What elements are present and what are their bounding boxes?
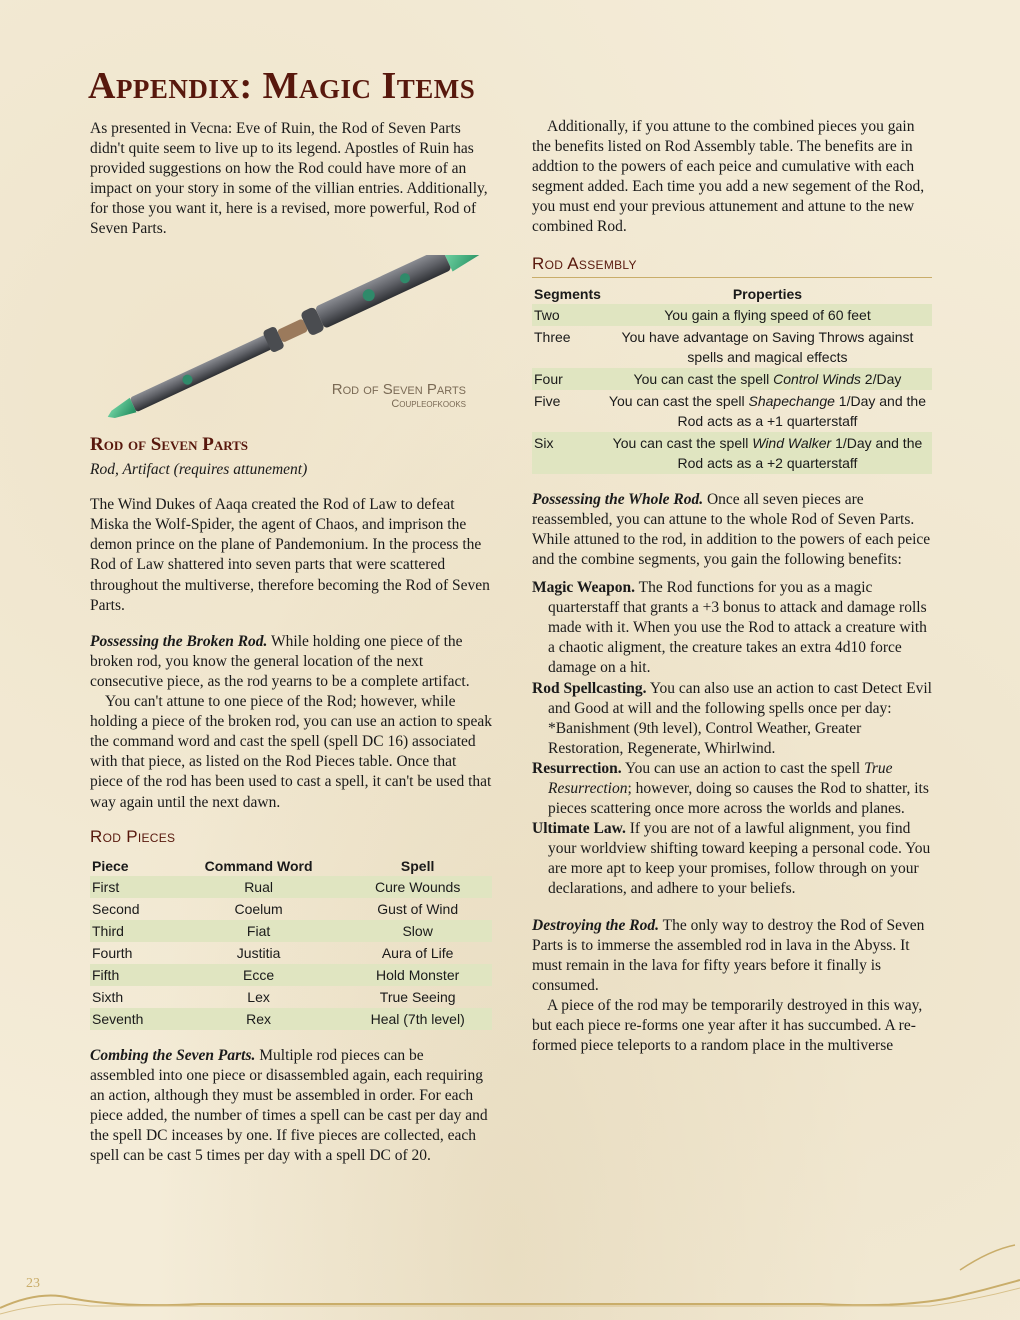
rod-assembly-table [532, 284, 932, 474]
cell-spell: Cure Wounds [374, 878, 461, 895]
item-name: Rod of Seven Parts [90, 434, 249, 455]
cell-piece: Second [92, 900, 140, 917]
table-row [90, 876, 492, 898]
table-row [532, 390, 932, 432]
destroying-paragraph-2: A piece of the rod may be temporarily destroyed in this way, but each piece re-forms one year after it has succumbed. A re-formed piece teleports to a random place in the multiverse [532, 996, 923, 1055]
rod-assembly-heading: Rod Assembly [532, 254, 932, 278]
cell-spell: Hold Monster [376, 966, 460, 983]
broken-rod-paragraph-2: You can't attune to one piece of the Rod; however, while holding a piece of the broken rod, you can use an action to speak the command word and cast the spell (spell DC 16) associated with that piece, as listed on the Rod Pieces table. Once that piece of the rod has been used to cast a spell, it can't be used that way again until the next dawn. [90, 693, 493, 811]
cell-command: Ecce [243, 966, 275, 983]
whole-rod-text: Once all seven pieces are reassembled, you can attune to the whole Rod of Seven Parts. While attuned to the rod, in addition to the powers of each peice and the combine segments, you gain the following benefits: [532, 490, 931, 568]
benefit-ultimate-law: Ultimate Law. If you are not of a lawful alignment, you find your worldview shifting toward keeping a personal code. You are more apt to keep your promises, follow through on your declarations, and adhere to your beliefs. [532, 820, 931, 898]
cell-segment: Two [534, 306, 560, 323]
cell-piece: Fourth [92, 944, 133, 961]
rod-pieces-heading: Rod Pieces [90, 826, 176, 846]
cell-command: Rex [246, 1010, 272, 1027]
table-row [90, 920, 492, 942]
item-subtitle: Rod, Artifact (requires attunement) [90, 461, 308, 479]
col-header-properties: Properties [732, 285, 803, 302]
cell-segment: Three [534, 328, 571, 345]
col-header-spell: Spell [400, 857, 435, 874]
broken-rod-paragraph [90, 632, 492, 692]
whole-rod-paragraph [532, 490, 932, 570]
cell-property: You can cast the spell Shapechange 1/Day and the Rod acts as a +1 quarterstaff [608, 392, 926, 429]
cell-property: You have advantage on Saving Throws against spells and magical effects [621, 328, 914, 365]
benefit-magic-weapon: Magic Weapon. The Rod functions for you as a magic quarterstaff that grants a +3 bonus to attack and damage rolls made with it. When you use the Rod to attack a creature with a chaotic aligment, the creature takes an extra 4d10 force damage on a hit. [532, 579, 927, 677]
table-row [90, 942, 492, 964]
spell-name: Shapechange [748, 392, 835, 409]
benefit-resurrection: Resurrection. You can use an action to cast the spell True Resurrection; however, doing so causes the Rod to shatter, its pieces scattering once more across the worlds and planes. [532, 759, 929, 818]
destroying-paragraph [532, 916, 932, 996]
combining-paragraph [90, 1046, 492, 1167]
cell-command: Coelum [234, 900, 283, 917]
benefit-spellcasting: Rod Spellcasting. You can also use an action to cast Detect Evil and Good at will and the following spells once per day: *Banishment (9th level), Control Weather, Greater Restoration, Regenerate, Whirlwind. [532, 679, 932, 757]
intro-paragraph: As presented in Vecna: Eve of Ruin, the Rod of Seven Parts didn't quite seem to live up to its legend. Apostles of Ruin has provided suggestions on how the Rod could have more of an impact on your story in some of the villian entries. Additionally, for those you want it, here is a revised, more powerful, Rod of Seven Parts. [90, 120, 488, 238]
cell-spell: Gust of Wind [377, 900, 459, 917]
table-row [532, 326, 932, 368]
cell-piece: First [92, 878, 120, 895]
cell-command: Fiat [246, 922, 271, 939]
table-row [532, 304, 932, 326]
cell-property: You can cast the spell Control Winds 2/Day [633, 370, 902, 387]
cell-property: You can cast the spell Wind Walker 1/Day and the Rod acts as a +2 quarterstaff [612, 434, 923, 471]
destroying-label: Destroying the Rod. [532, 916, 660, 934]
spell-name: Control Winds [773, 370, 861, 387]
table-row [90, 1008, 492, 1030]
table-row [90, 986, 492, 1008]
cell-spell: Slow [402, 922, 433, 939]
destroying-text: The only way to destroy the Rod of Seven Parts is to immerse the assembled rod in lava in the Abyss. It must remain in the lava for fifty years before it finally is consumed. [532, 916, 925, 994]
cell-piece: Fifth [92, 966, 120, 983]
table-row [90, 898, 492, 920]
broken-rod-label: Possessing the Broken Rod. [90, 632, 268, 650]
page-number: 23 [26, 1276, 40, 1291]
cell-command: Justitia [236, 944, 281, 961]
broken-rod-text: While holding one piece of the broken rod, you know the general location of the next consecutive piece, as the rod yearns to be a complete artifact. [90, 632, 470, 690]
cell-piece: Seventh [92, 1010, 144, 1027]
cell-piece: Third [92, 922, 124, 939]
col-header-piece: Piece [92, 857, 129, 874]
cell-spell: Heal (7th level) [370, 1010, 465, 1027]
cell-command: Lex [247, 988, 270, 1005]
table-row [90, 964, 492, 986]
combining-label: Combing the Seven Parts. [90, 1046, 256, 1064]
right-column [532, 117, 932, 1056]
table-row [532, 368, 932, 390]
item-description: The Wind Dukes of Aaqa created the Rod of Law to defeat Miska the Wolf-Spider, the agent of Chaos, and imprison the demon prince on the plane of Pandemonium. In the process the Rod of Law shattered into seven parts that were scattered throughout the multiverse, therefore becoming the Rod of Seven Parts. [90, 496, 490, 614]
left-column [90, 435, 492, 1166]
spell-name: Wind Walker [752, 434, 832, 451]
attune-paragraph: Additionally, if you attune to the combined pieces you gain the benefits listed on Rod Assembly table. The benefits are in addtion to the powers of each peice and cumulative with each segment added. Each time you add a new segement of the Rod, you must end your previous attunement and attune to the new combined Rod. [532, 118, 925, 236]
cell-piece: Sixth [92, 988, 124, 1005]
combining-text: Multiple rod pieces can be assembled into one piece or disassembled again, each requiring an action, although they must be assembled in order. For each piece added, the number of times a spell can be cast per day and the spell DC inceases by one. If five pieces are collected, each spell can be cast 5 times per day with a spell DC of 20. [90, 1046, 488, 1165]
image-caption [290, 382, 466, 412]
cell-segment: Six [534, 434, 554, 451]
footer-ornament [0, 1240, 1020, 1320]
cell-command: Rual [244, 878, 273, 895]
cell-segment: Four [534, 370, 563, 387]
caption-title: Rod of Seven Parts [331, 381, 466, 398]
col-header-command-word: Command Word [204, 857, 313, 874]
cell-spell: True Seeing [379, 988, 456, 1005]
col-header-segments: Segments [534, 285, 601, 302]
page-title: Appendix: Magic Items [88, 65, 476, 107]
intro-block [90, 119, 492, 240]
cell-property: You gain a flying speed of 60 feet [664, 306, 871, 323]
caption-artist: Coupleofkooks [391, 398, 466, 410]
cell-segment: Five [534, 392, 561, 409]
table-row [532, 432, 932, 474]
rod-pieces-table [90, 856, 492, 1030]
whole-rod-label: Possessing the Whole Rod. [532, 490, 704, 508]
cell-spell: Aura of Life [381, 944, 454, 961]
